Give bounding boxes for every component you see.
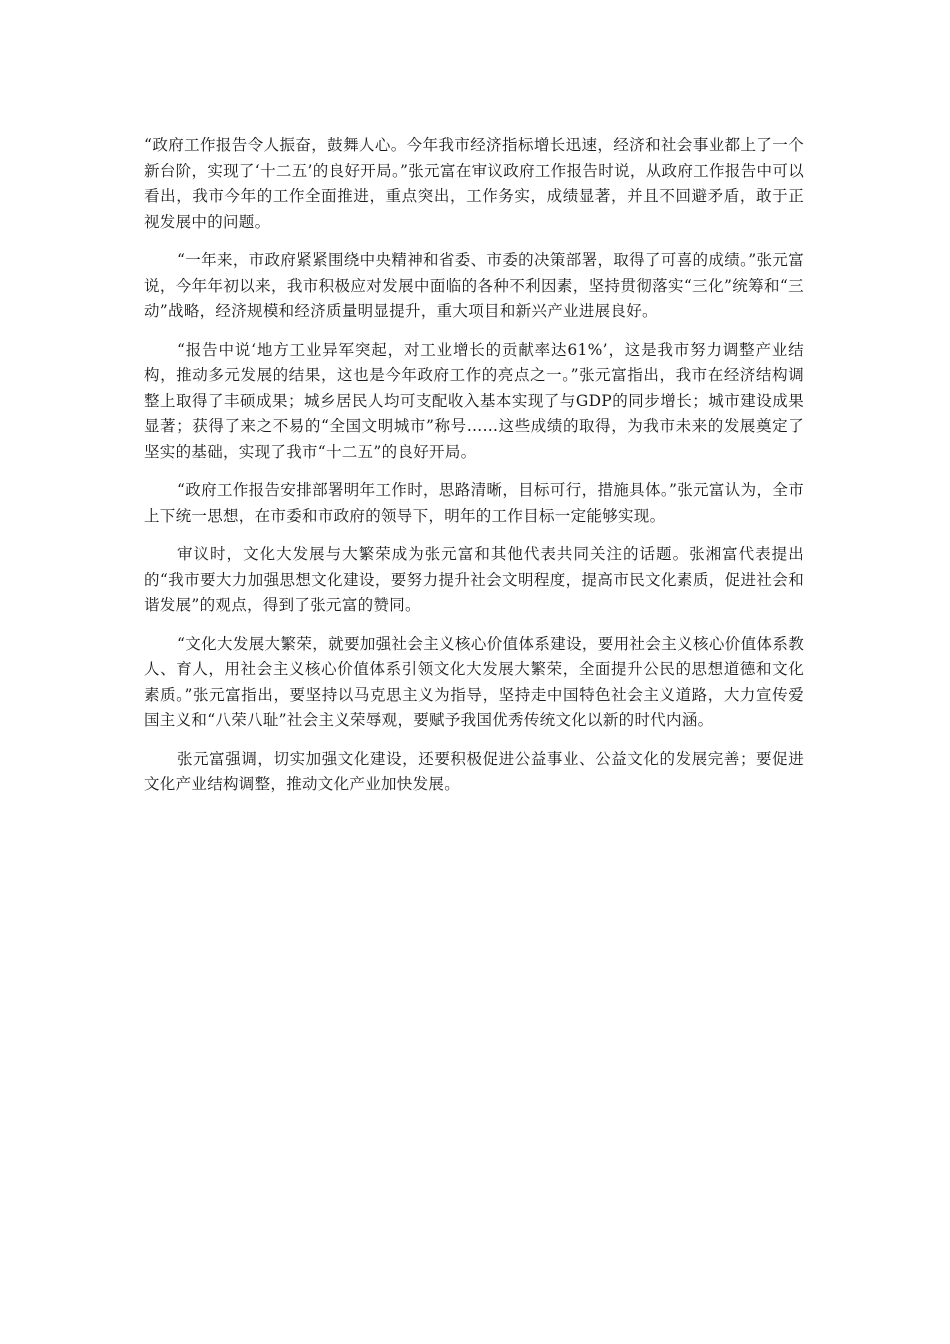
paragraph-6: “文化大发展大繁荣，就要加强社会主义核心价值体系建设，要用社会主义核心价值体系教人、育人，用社会主义核心价值体系引领文化大发展大繁荣，全面提升公民的思想道德和文化素质。”张元富指出，要坚持以马克思主义为指导，坚持走中国特色社会主义道路，大力宣传爱国主义和“八荣八耻”社会主义荣辱观，要赋予我国优秀传统文化以新的时代内涵。 (144, 634, 804, 729)
paragraph-2: “一年来，市政府紧紧围绕中央精神和省委、市委的决策部署，取得了可喜的成绩。”张元富说，今年年初以来，我市积极应对发展中面临的各种不利因素，坚持贯彻落实“三化”统筹和“三动”战略，经济规模和经济质量明显提升，重大项目和新兴产业进展良好。 (144, 251, 804, 320)
paragraph-1: “政府工作报告令人振奋，鼓舞人心。今年我市经济指标增长迅速，经济和社会事业都上了一个新台阶，实现了‘十二五’的良好开局。”张元富在审议政府工作报告时说，从政府工作报告中可以看出，我市今年的工作全面推进，重点突出，工作务实，成绩显著，并且不回避矛盾，敢于正视发展中的问题。 (144, 136, 804, 231)
paragraph-3: “报告中说‘地方工业异军突起，对工业增长的贡献率达61%’，这是我市努力调整产业结构，推动多元发展的结果，这也是今年政府工作的亮点之一。”张元富指出，我市在经济结构调整上取得了丰硕成果；城乡居民人均可支配收入基本实现了与GDP的同步增长；城市建设成果显著；获得了来之不易的“全国文明城市”称号……这些成绩的取得，为我市未来的发展奠定了坚实的基础，实现了我市“十二五”的良好开局。 (144, 340, 804, 461)
paragraph-4: “政府工作报告安排部署明年工作时，思路清晰，目标可行，措施具体。”张元富认为，全市上下统一思想，在市委和市政府的领导下，明年的工作目标一定能够实现。 (144, 481, 804, 525)
paragraph-7: 张元富强调，切实加强文化建设，还要积极促进公益事业、公益文化的发展完善；要促进文化产业结构调整，推动文化产业加快发展。 (144, 749, 804, 793)
paragraph-5: 审议时，文化大发展与大繁荣成为张元富和其他代表共同关注的话题。张湘富代表提出的“我市要大力加强思想文化建设，要努力提升社会文明程度，提高市民文化素质，促进社会和谐发展”的观点，得到了张元富的赞同。 (144, 545, 804, 614)
article-body (144, 133, 804, 811)
